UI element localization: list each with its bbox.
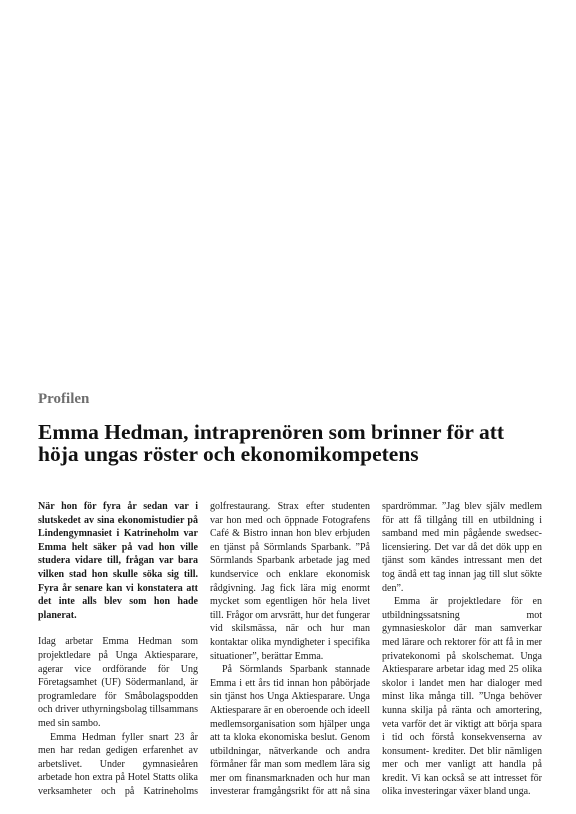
section-label: Profilen xyxy=(38,391,90,407)
body-paragraph: På Sörmlands Sparbank stannade Emma i ett års tid innan hon påbörjade sin tjänst hos Unga Aktiesparare. Unga Aktiesparare är en oberoende och ideell medlemsorganisation som hjälper unga att ta kloka ekonomiska beslut. Genom utbildningar, nätverkande och andra förmåner får man som medlem lära sig mer om finansmarknaden och hur man investerar framgångsrikt för att nå sina spardrömmar. ”Jag blev själv medlem för att få tillgång till en utbildning i samband med min pågående swedsec-licensiering. Det var då det dök upp en tjänst som kändes intressant men det tog ändå ett tag innan jag till slut sökte den”. xyxy=(210,501,542,798)
article-body xyxy=(38,500,542,800)
body-paragraph: Emma Hedman fyller snart 23 år men har redan gedigen erfarenhet av arbetslivet. Under gymnasieåren arbetade hon extra på Hotel Statts olika verksamheter och på Katrineholms golfrestaurang. Strax efter studenten var hon med och öppnade Fotografens Café & Bistro innan hon blev erbjuden en tjänst på Sörmlands Sparbank. ”På Sörmlands Sparbank arbetade jag med kundservice och enklare ekonomisk rådgivning. Jag fick lära mig enormt mycket som egentligen hör hela livet till. Frågor om arvsrätt, hur det fungerar vid skilsmässa, när och hur man kontaktar olika myndigheter i specifika situationer”, berättar Emma. xyxy=(38,501,370,797)
lead-paragraph: När hon för fyra år sedan var i slutskedet av sina ekonomistudier på Lindengymnasiet i Katrineholm var Emma helt säker på vad hon ville studera vidare till, frågan var bara vilken stad hon skulle söka sig till. Fyra år senare kan vi konstatera att det inte alls blev som hon hade planerat. xyxy=(38,501,198,621)
article-headline: Emma Hedman, intraprenören som brinner för att höja ungas röster och ekonomikompetens xyxy=(38,420,505,466)
body-paragraph: Emma är projektledare för en utbildningssatsning mot gymnasieskolor där man samverkar med lärare och rektorer för att få in mer privatekonomi på skolschemat. Unga Aktiesparare arbetar idag med 25 olika skolor i landet men har dialoger med minst lika många till. ”Unga behöver kunna skilja på ränta och amortering, veta varför det är viktigt att börja spara i tid och förstå konsekvenserna av konsument- krediter. Det blir nämligen mer och mer vanligt att handla på kredit. Vi kan också se att intresset för olika investeringar växer bland unga. xyxy=(382,596,542,798)
body-paragraph: Idag arbetar Emma Hedman som projektledare på Unga Aktiesparare, agerar vice ordförande för Ung Företagsamhet (UF) Södermanland, är programledare för Småbolagspodden och driver uthyrningsbolag tillsammans med sin sambo. xyxy=(38,636,198,729)
